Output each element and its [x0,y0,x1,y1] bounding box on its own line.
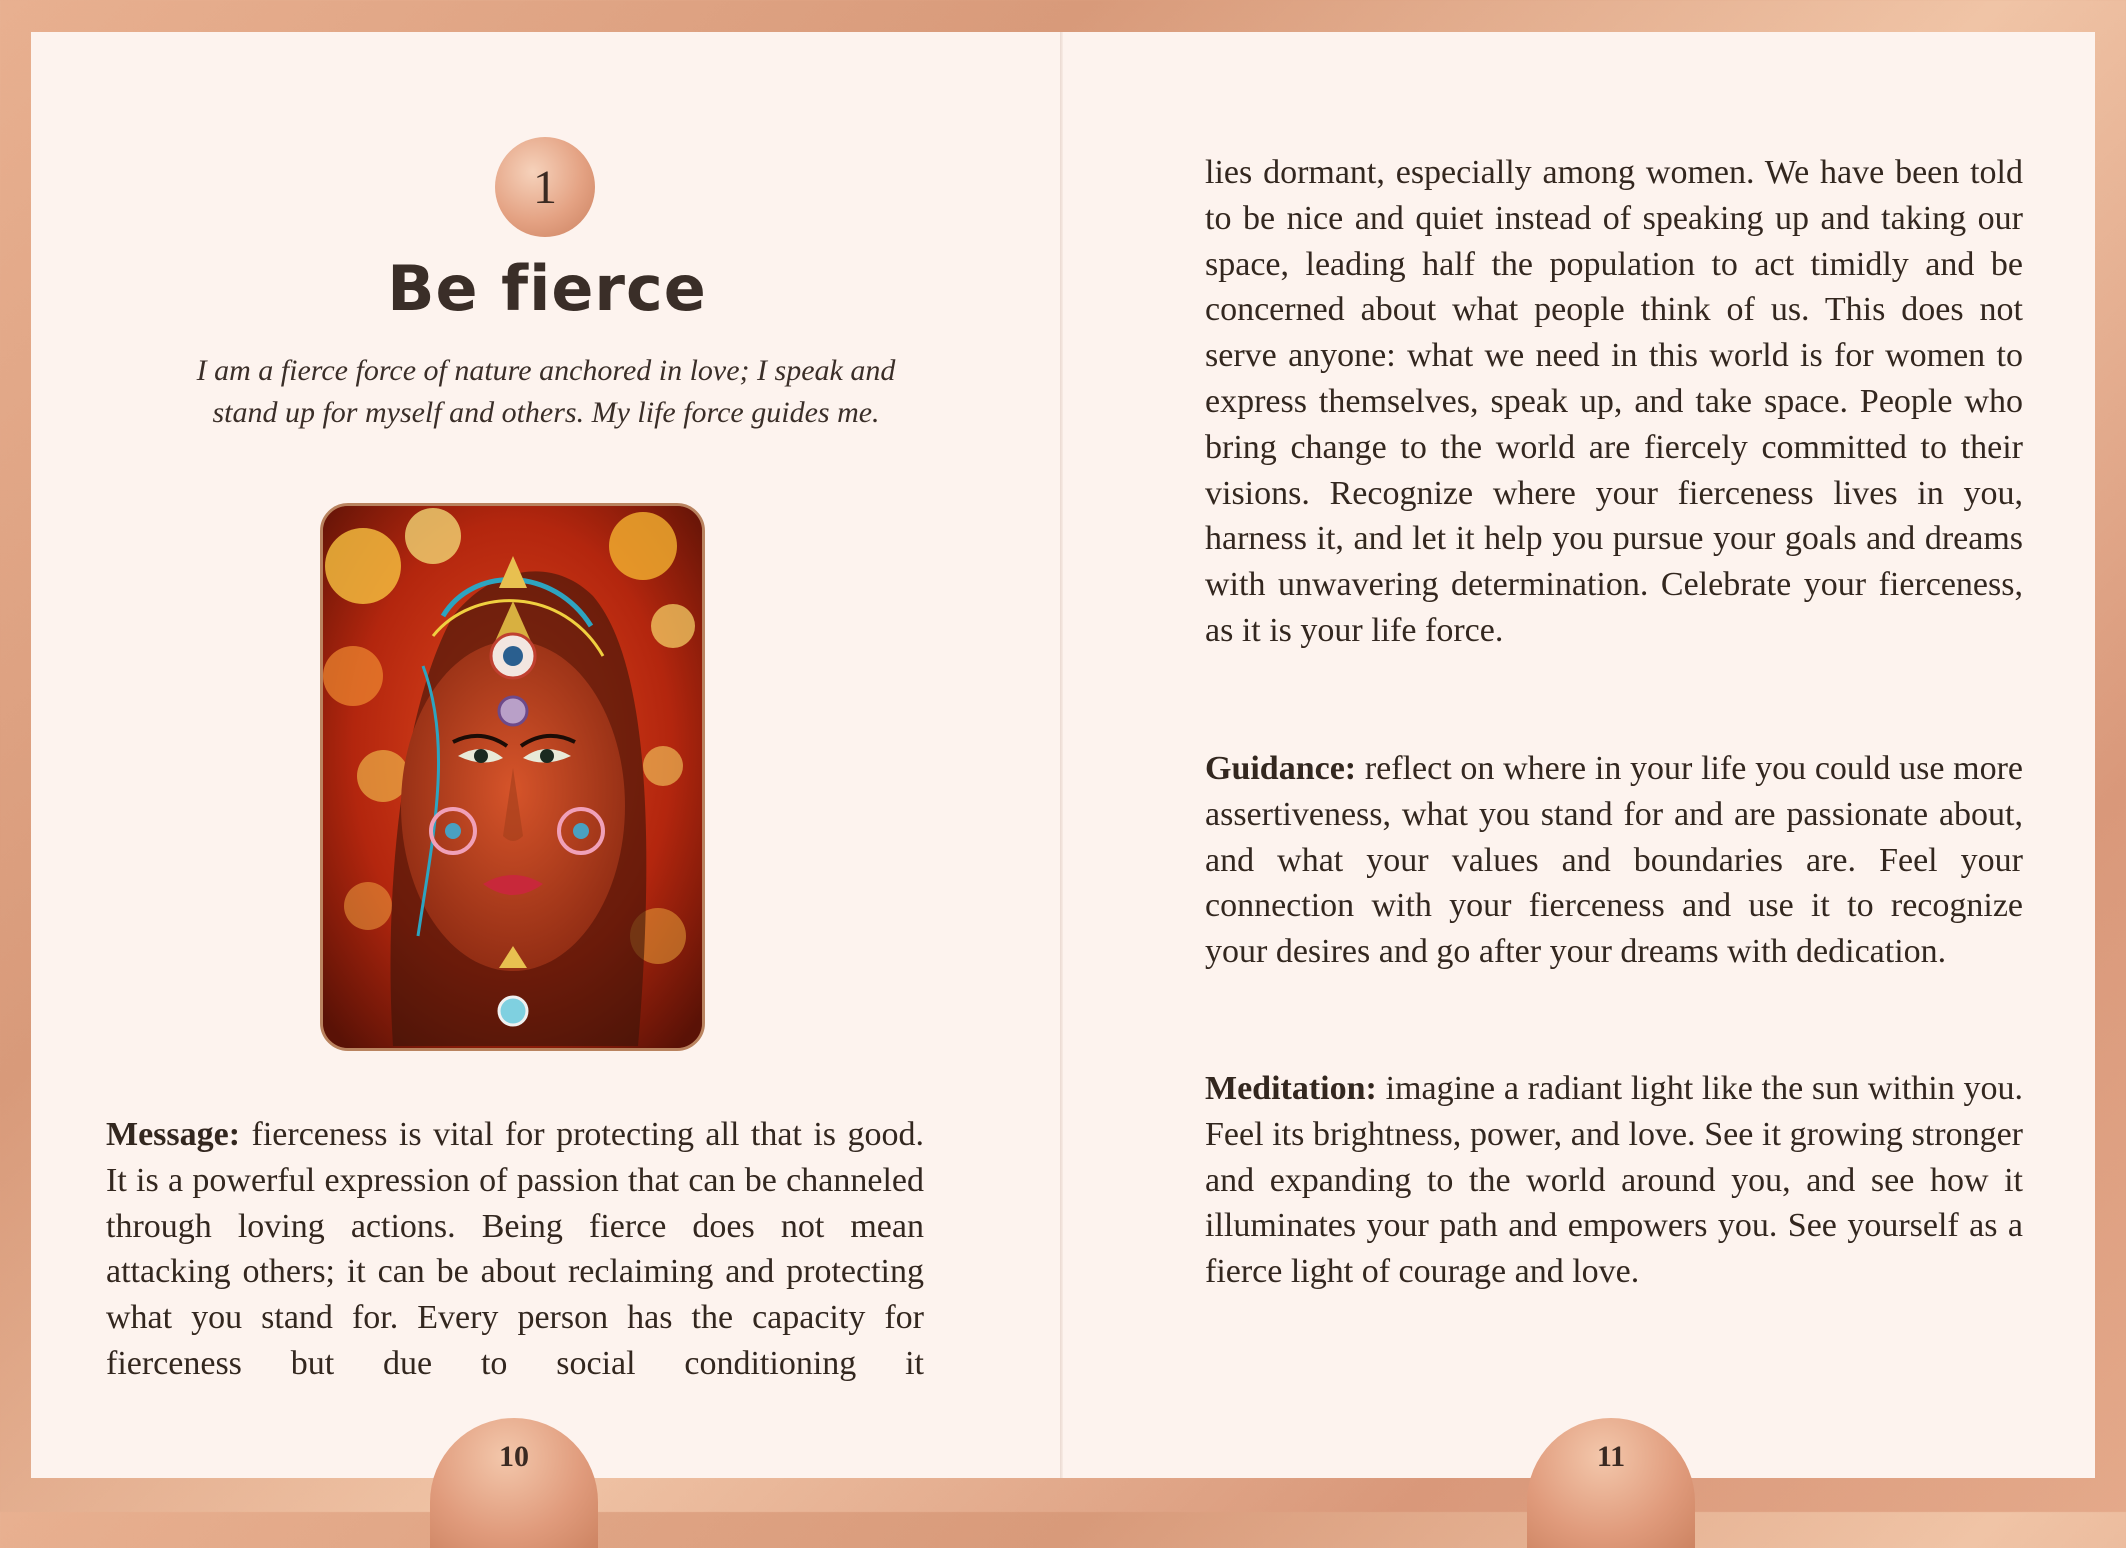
message-label: Message: [106,1116,241,1153]
meditation-label: Meditation: [1205,1070,1377,1107]
right-page [1063,32,2095,1478]
guidance-label: Guidance: [1205,750,1357,787]
left-page [31,32,1063,1478]
guidance-text: reflect on where in your life you could use more assertiveness, what you stand for and are passionate about, and what your values and boundaries are. Feel your connection with your fierceness and use it to recognize your desires and go after your dreams with dedication. [1205,750,2023,971]
meditation-text: imagine a radiant light like the sun within you. Feel its brightness, power, and love. See it growing stronger and expanding to the world around you, and see how it illuminates your path and empowers you. See yourself as a fierce light of courage and love. [1205,1070,2023,1291]
guidance-paragraph [1205,746,2023,975]
page-number-right: 11 [1596,1440,1626,1473]
message-paragraph [106,1112,924,1387]
page-number-left: 10 [499,1440,529,1473]
message-text: fierceness is vital for protecting all that is good. It is a powerful expression of passion that can be channeled through loving actions. Being fierce does not mean attacking others; it can be about reclaiming and protecting what you stand for. Every person has the capacity for fierceness but due to social conditioning it [106,1116,924,1382]
message-continued: lies dormant, especially among women. We have been told to be nice and quiet instead of speaking up and taking our space, leading half the population to act timidly and be concerned about what people think of us. This does not serve anyone: what we need in this world is for women to express themselves, speak up, and take space. People who bring change to the world are fiercely committed to their visions. Recognize where your fierceness lives in you, harness it, and let it help you pursue your goals and dreams with unwavering determination. Celebrate your fierceness, as it is your life force. [1205,154,2023,649]
meditation-paragraph [1205,1066,2023,1295]
affirmation: I am a fierce force of nature anchored in love; I speak and stand up for myself and others. My life force guides me. [196,354,896,429]
card-number: 1 [533,160,557,214]
oracle-card-artwork [320,503,705,1051]
card-number-badge [495,137,595,237]
page-title: Be fierce [387,252,707,325]
